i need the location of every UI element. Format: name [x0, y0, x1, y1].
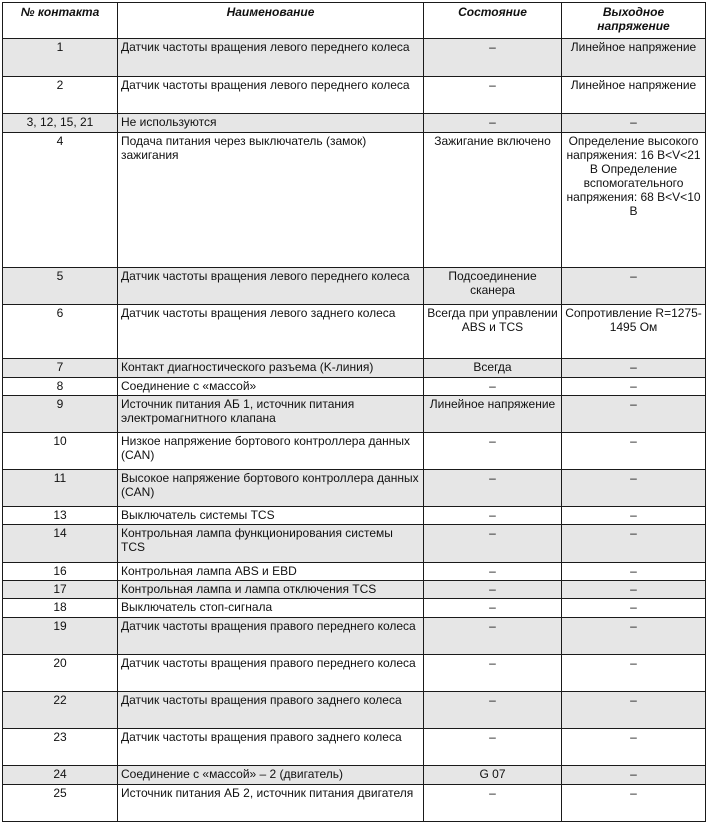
table-row [3, 692, 706, 729]
cell-voltage: – [562, 581, 706, 599]
cell-contact: 17 [3, 581, 118, 599]
cell-state: G 07 [424, 766, 562, 785]
cell-name: Датчик частоты вращения левого переднего колеса [118, 268, 424, 305]
table-row [3, 433, 706, 470]
table-body [3, 39, 706, 822]
cell-name: Датчик частоты вращения правого заднего колеса [118, 729, 424, 766]
table-row [3, 618, 706, 655]
table-row [3, 729, 706, 766]
cell-state: Зажигание включено [424, 133, 562, 268]
cell-name: Высокое напряжение бортового контроллера данных (CAN) [118, 470, 424, 507]
cell-name: Низкое напряжение бортового контроллера данных (CAN) [118, 433, 424, 470]
cell-name: Контакт диагностического разъема (K-линия) [118, 359, 424, 378]
table-row [3, 766, 706, 785]
cell-contact: 19 [3, 618, 118, 655]
cell-voltage: – [562, 470, 706, 507]
cell-state: – [424, 692, 562, 729]
cell-contact: 8 [3, 378, 118, 396]
table-row [3, 305, 706, 359]
header-row [3, 3, 706, 39]
table-row [3, 655, 706, 692]
table-row [3, 396, 706, 433]
cell-contact: 1 [3, 39, 118, 77]
cell-name: Подача питания через выключатель (замок) зажигания [118, 133, 424, 268]
table-row [3, 525, 706, 563]
cell-contact: 24 [3, 766, 118, 785]
cell-state: – [424, 581, 562, 599]
cell-state: Подсоединение сканера [424, 268, 562, 305]
cell-name: Контрольная лампа функционирования системы TCS [118, 525, 424, 563]
table-row [3, 470, 706, 507]
cell-name: Соединение с «массой» [118, 378, 424, 396]
header-state: Состояние [424, 3, 562, 39]
cell-state: – [424, 655, 562, 692]
cell-state: – [424, 618, 562, 655]
cell-name: Не используются [118, 114, 424, 133]
table-row [3, 133, 706, 268]
cell-contact: 6 [3, 305, 118, 359]
header-contact: № контакта [3, 3, 118, 39]
table-row [3, 268, 706, 305]
cell-voltage: – [562, 655, 706, 692]
cell-state: – [424, 729, 562, 766]
cell-contact: 7 [3, 359, 118, 378]
cell-contact: 9 [3, 396, 118, 433]
cell-contact: 10 [3, 433, 118, 470]
cell-name: Датчик частоты вращения левого переднего колеса [118, 77, 424, 114]
cell-voltage: Линейное напряжение [562, 39, 706, 77]
cell-state: – [424, 525, 562, 563]
cell-state: – [424, 470, 562, 507]
cell-state: – [424, 114, 562, 133]
cell-contact: 16 [3, 563, 118, 581]
cell-contact: 23 [3, 729, 118, 766]
cell-contact: 25 [3, 785, 118, 822]
cell-voltage: – [562, 525, 706, 563]
cell-contact: 14 [3, 525, 118, 563]
cell-voltage: Сопротивление R=1275-1495 Ом [562, 305, 706, 359]
cell-voltage: – [562, 268, 706, 305]
cell-state: – [424, 599, 562, 618]
cell-state: – [424, 39, 562, 77]
header-voltage: Выходное напряжение [562, 3, 706, 39]
cell-state: Всегда при управлении ABS и TCS [424, 305, 562, 359]
header-name: Наименование [118, 3, 424, 39]
cell-name: Источник питания АБ 1, источник питания электромагнитного клапана [118, 396, 424, 433]
cell-voltage: – [562, 378, 706, 396]
cell-state: – [424, 378, 562, 396]
cell-name: Выключатель стоп-сигнала [118, 599, 424, 618]
cell-name: Соединение с «массой» – 2 (двигатель) [118, 766, 424, 785]
cell-voltage: – [562, 729, 706, 766]
cell-voltage: Определение высокого напряжения: 16 В<V<21 В Определение вспомогательного напряжения: 68 В<V<10 В [562, 133, 706, 268]
cell-state: Всегда [424, 359, 562, 378]
cell-voltage: – [562, 692, 706, 729]
cell-state: – [424, 785, 562, 822]
cell-name: Источник питания АБ 2, источник питания двигателя [118, 785, 424, 822]
cell-name: Датчик частоты вращения левого заднего колеса [118, 305, 424, 359]
table-row [3, 581, 706, 599]
cell-name: Датчик частоты вращения левого переднего колеса [118, 39, 424, 77]
table-row [3, 599, 706, 618]
cell-name: Выключатель системы TCS [118, 507, 424, 525]
cell-name: Датчик частоты вращения правого переднего колеса [118, 655, 424, 692]
cell-contact: 13 [3, 507, 118, 525]
cell-state: – [424, 77, 562, 114]
cell-name: Контрольная лампа ABS и EBD [118, 563, 424, 581]
table-row [3, 114, 706, 133]
table-row [3, 785, 706, 822]
cell-contact: 11 [3, 470, 118, 507]
cell-state: – [424, 563, 562, 581]
table-row [3, 378, 706, 396]
cell-voltage: – [562, 433, 706, 470]
cell-voltage: – [562, 618, 706, 655]
cell-voltage: – [562, 599, 706, 618]
cell-voltage: – [562, 114, 706, 133]
table-row [3, 77, 706, 114]
cell-voltage: – [562, 563, 706, 581]
cell-voltage: – [562, 359, 706, 378]
cell-name: Датчик частоты вращения правого заднего колеса [118, 692, 424, 729]
table-row [3, 39, 706, 77]
cell-voltage: – [562, 766, 706, 785]
cell-contact: 2 [3, 77, 118, 114]
cell-contact: 18 [3, 599, 118, 618]
cell-voltage: – [562, 785, 706, 822]
cell-name: Контрольная лампа и лампа отключения TCS [118, 581, 424, 599]
cell-state: Линейное напряжение [424, 396, 562, 433]
table-row [3, 507, 706, 525]
cell-voltage: Линейное напряжение [562, 77, 706, 114]
cell-contact: 5 [3, 268, 118, 305]
cell-state: – [424, 433, 562, 470]
table-row [3, 563, 706, 581]
cell-contact: 3, 12, 15, 21 [3, 114, 118, 133]
pin-assignment-table [2, 2, 706, 822]
cell-contact: 22 [3, 692, 118, 729]
cell-voltage: – [562, 396, 706, 433]
cell-state: – [424, 507, 562, 525]
cell-contact: 4 [3, 133, 118, 268]
table-row [3, 359, 706, 378]
cell-contact: 20 [3, 655, 118, 692]
cell-name: Датчик частоты вращения правого переднего колеса [118, 618, 424, 655]
cell-voltage: – [562, 507, 706, 525]
